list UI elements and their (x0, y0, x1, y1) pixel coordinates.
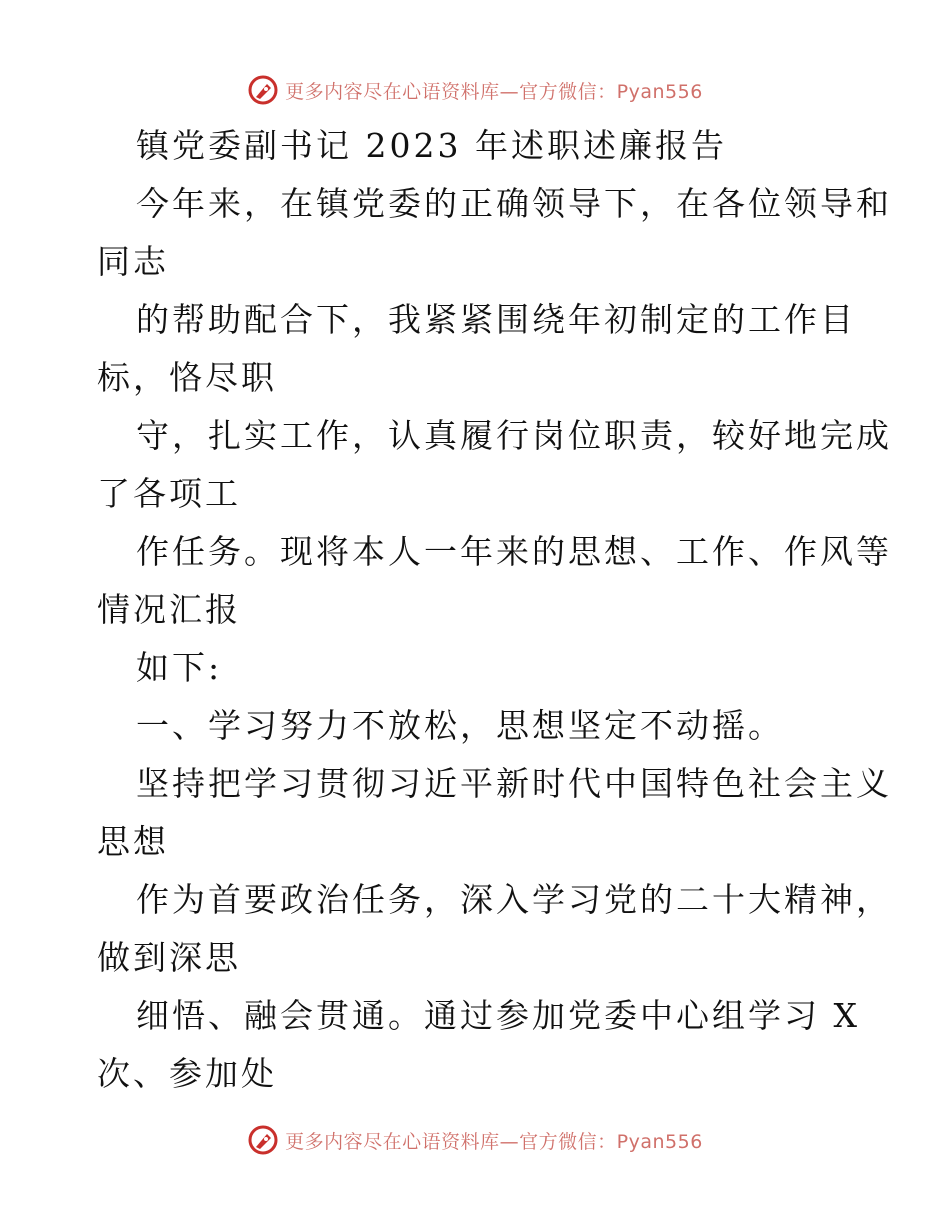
paragraph-line: 做到深思 (97, 938, 241, 977)
pen-nib-logo-icon (247, 1124, 279, 1156)
paragraph-line: 的帮助配合下，我紧紧围绕年初制定的工作目 (136, 300, 856, 339)
watermark-text: 更多内容尽在心语资料库—官方微信：Pyan556 (285, 1130, 703, 1153)
document-title: 镇党委副书记 2023 年述职述廉报告 (136, 126, 727, 165)
paragraph-line: 次、参加处 (97, 1054, 277, 1093)
paragraph-line: 守，扎实工作，认真履行岗位职责，较好地完成 (136, 416, 892, 455)
paragraph-line: 作任务。现将本人一年来的思想、工作、作风等 (136, 532, 892, 571)
paragraph-line: 思想 (97, 822, 169, 861)
paragraph-line: 同志 (97, 242, 169, 281)
pen-nib-logo-icon (247, 74, 279, 106)
section-heading: 一、学习努力不放松，思想坚定不动摇。 (136, 706, 784, 745)
footer-watermark (0, 1120, 950, 1160)
paragraph-line: 细悟、融会贯通。通过参加党委中心组学习 X (136, 996, 860, 1035)
paragraph-line: 如下: (136, 648, 223, 687)
paragraph-line: 作为首要政治任务，深入学习党的二十大精神， (136, 880, 892, 919)
header-watermark (0, 70, 950, 110)
paragraph-line: 了各项工 (97, 474, 241, 513)
paragraph-line: 坚持把学习贯彻习近平新时代中国特色社会主义 (136, 764, 892, 803)
paragraph-line: 情况汇报 (97, 590, 241, 629)
watermark-text: 更多内容尽在心语资料库—官方微信：Pyan556 (285, 80, 703, 103)
paragraph-line: 今年来，在镇党委的正确领导下，在各位领导和 (136, 184, 892, 223)
paragraph-line: 标，恪尽职 (97, 358, 277, 397)
